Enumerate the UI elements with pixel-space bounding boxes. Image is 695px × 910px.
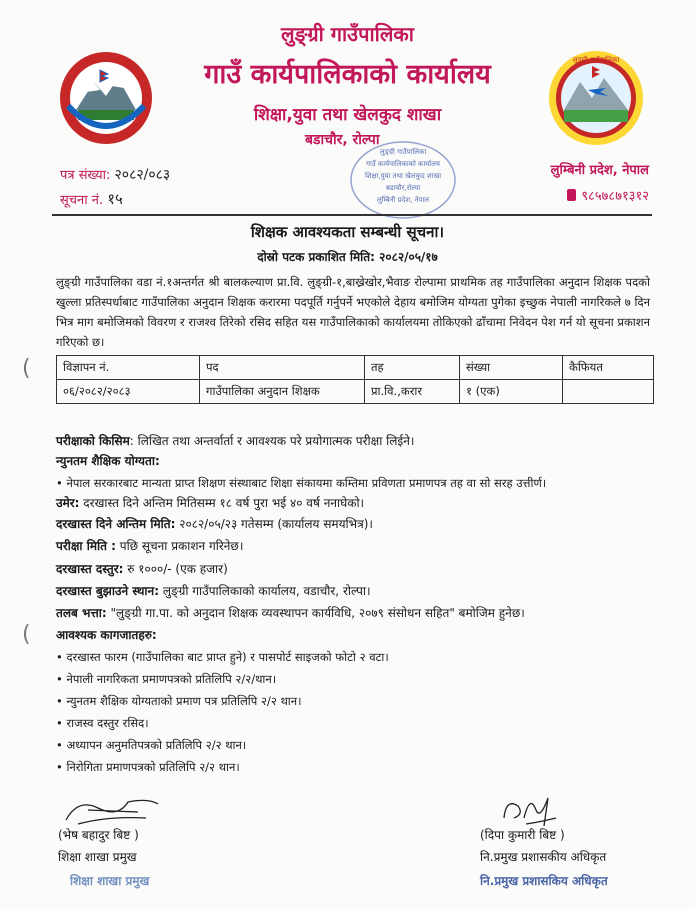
list-item: • दरखास्त फारम (गाउँपालिका बाट प्राप्त हुने) र पासपोर्ट साइजको फोटो २ वटा। [56, 650, 389, 664]
table-header: कैफियत [563, 356, 654, 380]
notice-value: १५ [107, 190, 123, 208]
phone-number [567, 186, 649, 204]
reference-number [60, 165, 170, 184]
seal-line: गाउँ कार्यपालिकाको कार्यालय [366, 160, 440, 168]
province-name: लुम्बिनी प्रदेश, नेपाल [550, 163, 649, 178]
documents-heading [56, 626, 157, 644]
notice-subtitle: दोस्रो पटक प्रकाशित मिति: २०८२/०५/१७ [257, 250, 438, 264]
notice-number [60, 189, 123, 209]
right-signatory-role: नि.प्रमुख प्रशासकीय अधिकृत [480, 850, 607, 864]
table-cell [563, 380, 654, 404]
table-cell: १ (एक) [460, 380, 563, 404]
table-cell: प्रा.वि.,करार [365, 380, 460, 404]
exam-type-label: परीक्षाको किसिम [56, 434, 130, 448]
right-signatory-name: (दिपा कुमारी बिष्ट ) [480, 828, 565, 842]
qualification-value: • नेपाल सरकारबाट मान्यता प्राप्त शिक्षण संस्थाबाट शिक्षा संकायमा कम्तिमा प्रविणता प्रमाणपत्र तह वा सो सरह उत्तीर्ण। [56, 476, 547, 490]
left-signatory-role: शिक्षा शाखा प्रमुख [58, 850, 137, 864]
list-item: • राजस्व दस्तुर रसिद। [56, 716, 149, 730]
exam-type-value: : लिखित तथा अन्तर्वार्ता र आवश्यक परे प्रयोगात्मक परीक्षा लिईने। [129, 434, 415, 448]
office-name: गाउँ कार्यपालिकाको कार्यालय [204, 59, 491, 90]
office-seal-stamp [348, 138, 458, 222]
notice-paragraph: लुङ्ग्री गाउँपालिका वडा नं.१अन्तर्गत श्री बालकल्याण प्रा.वि. लुङ्ग्री-१,बाख्रेखोर,भैवाङ रोल्पामा प्राथमिक तह गाउँपालिका अनुदान शिक्षक पदको खुल्ला प्रतिस्पर्धाबाट गाउँपालिका अनुदान शिक्षक करारमा पदपूर्ति गर्नुपर्ने भएकोले देहाय बमोजिम योग्यता पुगेका इच्छुक नेपाली नागरिकले ७ दिन भित्र माग बमोजिमको विवरण र राजश्व तिरेको रसिद सहित यस गाउँपालिकाको कार्यालयमा तोकिएको ढाँचामा निवेदन पेश गर्न यो सूचना प्रकाशन गरिएको छ। [56, 275, 650, 349]
list-item: • न्युनतम शैक्षिक योग्यताको प्रमाण पत्र प्रतिलिपि २/२ थान। [56, 694, 302, 708]
municipality-name: लुङ्ग्री गाउँपालिका [281, 22, 414, 46]
notice-label: सूचना नं. [60, 193, 104, 208]
table-cell: ०६/२०८२/२०८३ [57, 380, 200, 404]
margin-mark: ( [22, 356, 31, 381]
reference-label: पत्र संख्या: [60, 168, 111, 183]
submit-label: दरखास्त बुझाउने स्थान: [56, 584, 159, 598]
seal-line: शिक्षा,युवा तथा खेलकुद शाखा [364, 172, 442, 180]
reference-value: २०८२/०८३ [114, 167, 171, 183]
exam-date-label: परीक्षा मिति : [56, 539, 116, 553]
left-stamp: शिक्षा शाखा प्रमुख [70, 874, 150, 888]
submission-place [56, 582, 371, 600]
margin-mark: ( [22, 622, 31, 647]
application-fee [56, 560, 228, 578]
phone-value: ९८५७८७१३१२ [581, 189, 649, 204]
qualification-heading [56, 452, 160, 470]
table-header-row [57, 356, 654, 380]
right-stamp: नि.प्रमुख प्रशासकिय अधिकृत [480, 874, 608, 888]
notice-title: शिक्षक आवश्यकता सम्बन्धी सूचना। [250, 223, 445, 241]
table-cell: गाउँपालिका अनुदान शिक्षक [200, 380, 365, 404]
salary [56, 604, 525, 622]
left-signatory-name: (भेष बहादुर बिष्ट ) [58, 828, 139, 842]
seal-line: बडाचौर,रोल्पा [385, 184, 421, 192]
age-label: उमेर: [56, 496, 80, 510]
deadline-label: दरखास्त दिने अन्तिम मिति: [56, 517, 176, 531]
seal-line: लुङ्ग्री गाउँपालिका [379, 148, 427, 156]
list-item: • अध्यापन अनुमतिपत्रको प्रतिलिपि २/२ थान। [56, 738, 247, 752]
fee-value: रु १०००/- (एक हजार) [123, 562, 228, 576]
fee-label: दरखास्त दस्तुर: [56, 562, 124, 576]
emblem-caption: लुङ्ग्री गाउँपालिका [572, 56, 620, 64]
table-row [57, 380, 654, 404]
deadline-value: २०८२/०५/२३ गतेसम्म (कार्यालय समयभित्र)। [175, 517, 373, 531]
submit-value: लुङ्ग्री गाउँपालिकाको कार्यालय, वडाचौर, रोल्पा। [159, 584, 371, 598]
seal-line: लुम्बिनी प्रदेश, नेपाल [376, 196, 430, 204]
exam-date [56, 537, 243, 555]
age-limit [56, 494, 364, 512]
table-header: तह [365, 356, 460, 380]
branch-name: शिक्षा,युवा तथा खेलकुद शाखा [253, 105, 442, 125]
salary-value: "लुङ्ग्री गा.पा. को अनुदान शिक्षक व्यवस्थापन कार्यविधि, २०७९ संसोधन सहित" बमोजिम हुनेछ। [106, 606, 525, 620]
deadline [56, 515, 373, 533]
qualification-label: न्युनतम शैक्षिक योग्यता: [56, 454, 160, 468]
table-header: संख्या [460, 356, 563, 380]
table-header: विज्ञापन नं. [57, 356, 200, 380]
exam-date-value: पछि सूचना प्रकाशन गरिनेछ। [115, 539, 244, 553]
age-value: दरखास्त दिने अन्तिम मितिसम्म १८ वर्ष पुरा भई ४० वर्ष ननाघेको। [79, 496, 365, 510]
salary-label: तलब भत्ता: [56, 606, 107, 620]
vacancy-table [56, 355, 654, 404]
list-item: • निरोगिता प्रमाणपत्रको प्रतिलिपि २/२ थान। [56, 760, 240, 774]
phone-icon [567, 189, 576, 201]
office-address: बडाचौर, रोल्पा [305, 132, 380, 148]
header-divider [52, 214, 652, 216]
documents-label: आवश्यक कागजातहरु: [56, 628, 157, 642]
exam-type [56, 432, 414, 450]
table-header: पद [200, 356, 365, 380]
list-item: • नेपाली नागरिकता प्रमाणपत्रको प्रतिलिपि २/२/थान। [56, 672, 277, 686]
